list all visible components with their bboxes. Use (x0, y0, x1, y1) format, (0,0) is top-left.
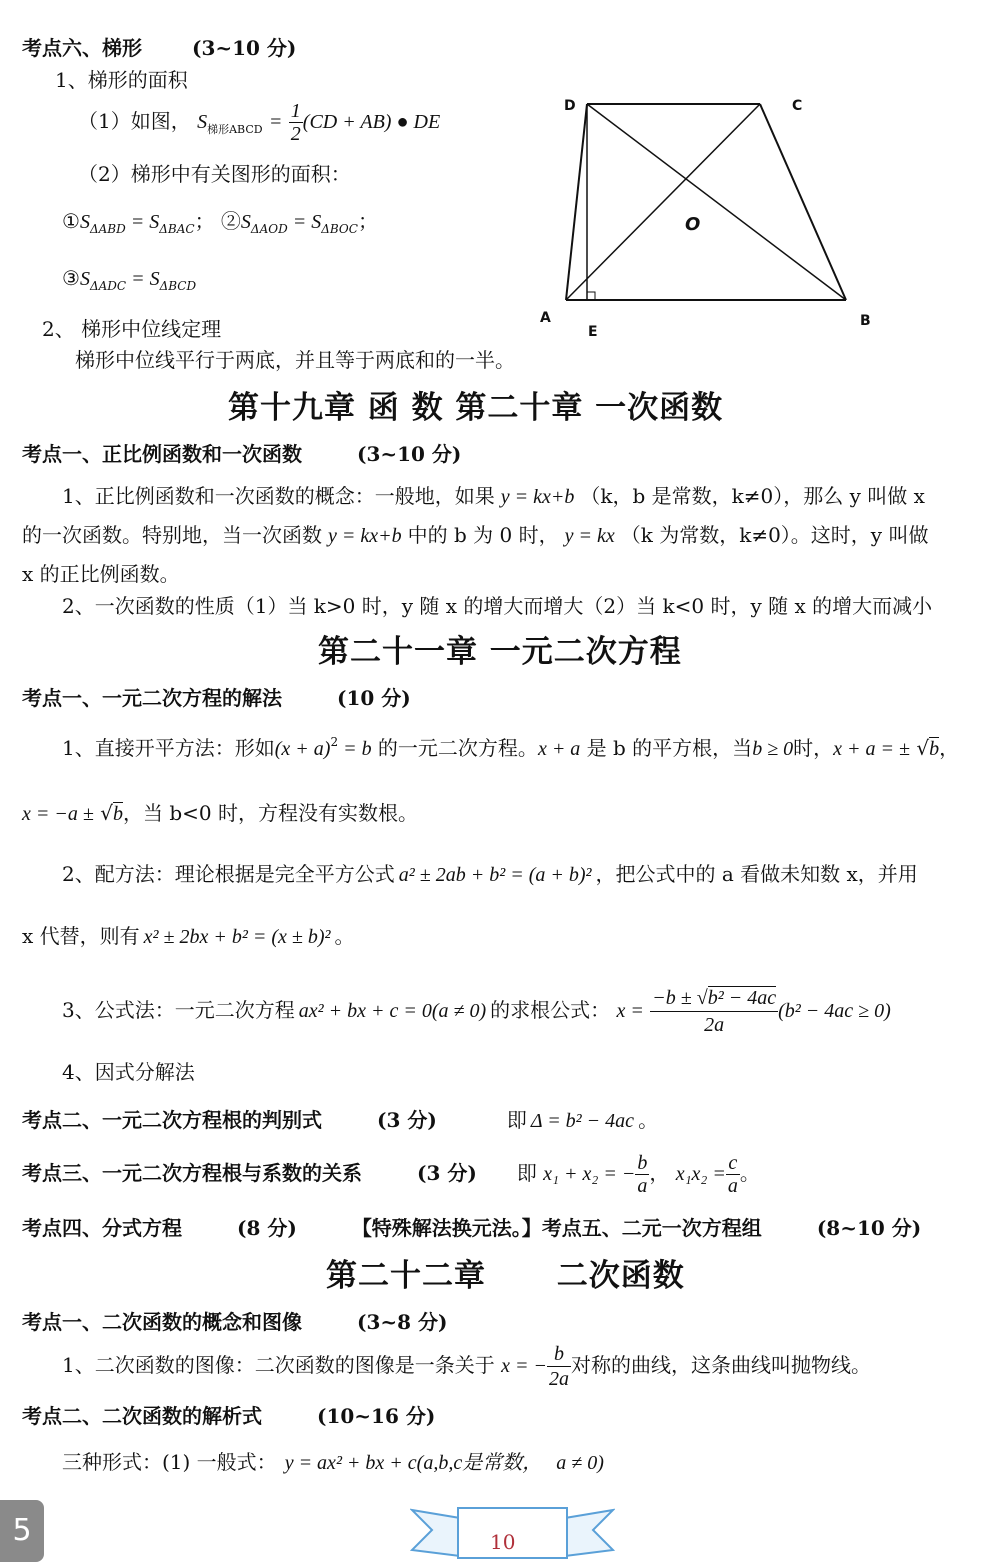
label-E: E (588, 324, 598, 340)
ch21-method1-line1: 1、直接开平方法：形如$(x + a)^2 = b$ 的一元二次方程。x + a 是 b 的平方根，当b ≥ 0时，x + a = ± √b， (62, 735, 960, 760)
ch21-kp4-kp5-row: 考点四、分式方程 (8 分) 【特殊解法换元法。】考点五、二元一次方程组 (8~10 分) (22, 1216, 922, 1240)
ch22-kp2-title: 考点二、二次函数的解析式 (10~16 分) (22, 1404, 436, 1428)
diagonal-DB (587, 104, 846, 300)
sec6-title: 考点六、梯形 (3~10 分) (22, 36, 297, 60)
side-page-tab[interactable]: 5 (0, 1500, 44, 1562)
ch21-method2-line1: 2、配方法：理论根据是完全平方公式 a² ± 2ab + b² = (a + b)² ，把公式中的 a 看做未知数 x，并用 (62, 862, 918, 886)
diagonal-AC (566, 104, 760, 300)
edge-CB (760, 104, 846, 300)
ch19-p1-line2: 的一次函数。特别地，当一次函数 y = kx+b 中的 b 为 0 时， y = kx （k 为常数，k≠0）。这时，y 叫做 (22, 523, 929, 547)
edge-AD (566, 104, 587, 300)
sec6-area-formula: （1）如图， $S_{梯形ABCD}$ = $\frac{1}{2}$ (CD + AB) ● DE (78, 100, 441, 145)
ch21-kp1-title: 考点一、一元二次方程的解法 (10 分) (22, 686, 411, 710)
ch19-p2: 2、一次函数的性质（1）当 k>0 时，y 随 x 的增大而增大（2）当 k<0 时，y 随 x 的增大而减小 (62, 594, 933, 618)
chapter22-title: 第二十二章 二次函数 (326, 1258, 685, 1294)
label-C: C (792, 98, 803, 114)
trapezoid-figure (530, 90, 890, 350)
chapter21-title: 第二十一章 一元二次方程 (318, 634, 682, 670)
page-number: 10 (490, 1530, 516, 1554)
sec6-item1-2: （2）梯形中有关图形的面积： (78, 162, 351, 186)
sec6-item2-text: 梯形中位线平行于两底，并且等于两底和的一半。 (75, 348, 515, 372)
ch22-p1: 1、二次函数的图像：二次函数的图像是一条关于 x = − $\frac{b}{2a}$ 对称的曲线，这条曲线叫抛物线。 (62, 1343, 871, 1390)
sec6-item2: 2、 梯形中位线定理 (42, 317, 222, 341)
right-angle-mark (587, 292, 595, 300)
label-B: B (860, 313, 871, 329)
label-A: A (540, 310, 551, 326)
ch19-p1-line3: x 的正比例函数。 (22, 562, 180, 586)
ch22-kp1-title: 考点一、二次函数的概念和图像 (3~8 分) (22, 1310, 448, 1334)
chapter19-title: 第十九章 函 数 第二十章 一次函数 (228, 390, 724, 426)
ch21-method1-line2: x = −a ± √b，当 b<0 时，方程没有实数根。 (22, 801, 418, 825)
ch19-p1-line1: 1、正比例函数和一次函数的概念：一般地，如果 y = kx+b （k，b 是常数，k≠0），那么 y 叫做 x (62, 484, 925, 508)
sec6-eq-row1: $①S_{\Delta ABD} = S_{\Delta BAC}$； $②S_{\Delta AOD} = S_{\Delta BOC}$； (62, 209, 378, 236)
ch21-method3: 3、公式法：一元二次方程 ax² + bx + c = 0(a ≠ 0) 的求根公式： x = $\frac{\text{−b ± √b² − 4ac}}{2a}$ (b² − 4ac ≥ 0) (62, 987, 891, 1036)
sec6-eq-row2: $③S_{\Delta ADC} = S_{\Delta BCD}$ (62, 266, 197, 293)
ch22-p2: 三种形式：(1) 一般式： y = ax² + bx + c(a,b,c是常数， a ≠ 0) (62, 1450, 604, 1474)
ch21-kp2-row: 考点二、一元二次方程根的判别式 (3 分) 即 Δ = b² − 4ac 。 (22, 1108, 659, 1132)
label-O: O (685, 214, 701, 235)
ch21-method4: 4、因式分解法 (62, 1060, 195, 1084)
ch19-kp1-title: 考点一、正比例函数和一次函数 (3~10 分) (22, 442, 462, 466)
ch21-method2-line2: x 代替，则有 x² ± 2bx + b² = (x ± b)² 。 (22, 924, 355, 948)
sec6-item1: 1、梯形的面积 (55, 68, 188, 92)
label-D: D (564, 98, 576, 114)
ch21-kp3-row: 考点三、一元二次方程根与系数的关系 (3 分) 即 x₁ + x₂ = − $\frac{b}{a}$ ， x₁x₂ = $\frac{c}{a}$ 。 (22, 1152, 760, 1197)
